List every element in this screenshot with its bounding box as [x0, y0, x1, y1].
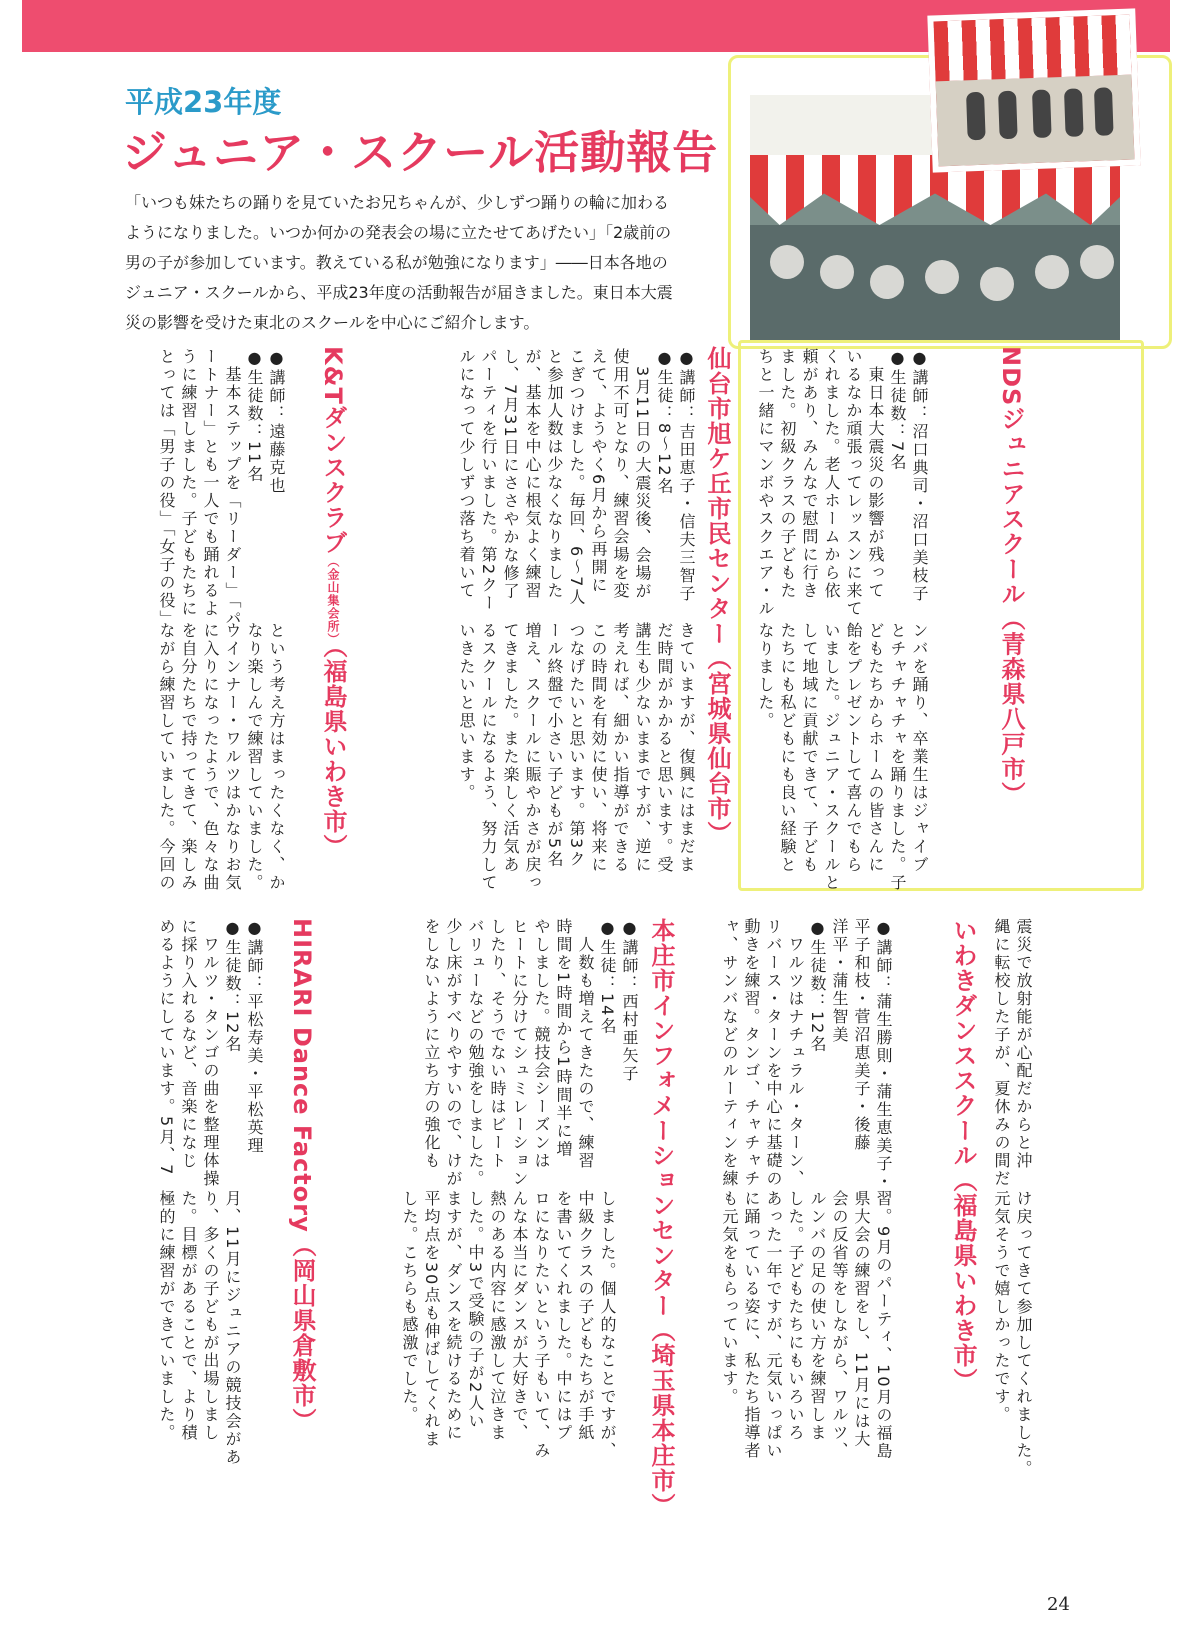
iwaki-continued-top-2: け戻ってきて参加してくれました。 元気そうで嬉しかったです。 [992, 1190, 1033, 1478]
page-number: 24 [1047, 1594, 1070, 1615]
iwaki-body-1: ●講師：蒲生勝則・蒲生恵美子・ 平子和枝・菅沼恵美子・後藤 洋平・蒲生智美 ●生徒数：12名 ワルツはナチュラル・ターン、 リバース・ターンを中心に基礎の 動きを練習。タンゴ、チャチャチ ャ、サンバなどのルーティンを練 [720, 918, 893, 1191]
kt-heading-loc: （福島県いわき市） [319, 645, 347, 859]
intro-paragraph: 「いつも妹たちの踊りを見ていたお兄ちゃんが、少しずつ踊りの輪に加わるようになりました。いつか何かの発表会の場に立たせてあげたい」「2歳前の男の子が参加しています。教えている私が勉強になります」――日本各地のジュニア・スクールから、平成23年度の活動報告が届きました。東日本大震災の影響を受けた東北のスクールを中心にご紹介します。 [125, 193, 673, 332]
kt-body-2: という考え方はまったくなく、か なり楽しんで練習していました。 ウインナー・ワルツはかなりお気 に入りになったようで、色々な曲 を自分たちで持ってきて、楽しみ ながら練習していました。今回の [157, 622, 286, 892]
sendai-heading: 仙台市旭ケ丘市民センター（宮城県仙台市） [703, 346, 731, 846]
hirari-heading: HIRARI Dance Factory（岡山県倉敷市） [288, 918, 316, 1433]
kt-heading [316, 346, 351, 859]
sendai-body-1: ●講師：吉田恵子・信夫三智子 ●生徒：8～12名 3月11日の大震災後、会場が 使用不可となり、練習会場を変 えて、ようやく6月から再開に こぎつけました。毎回、6～7人 と参加人数は少なくなりました が、基本を中心に根気よく練習 し、7月31日にささやかな修了 パーティを行いました。第2クー ルになって少しずつ落ち着いて [457, 348, 696, 613]
iwaki-heading: いわきダンススクール（福島県いわき市） [949, 918, 977, 1393]
page-title: ジュニア・スクール活動報告 [122, 126, 719, 179]
nds-body-1: ●講師：沼口典司・沼口美枝子 ●生徒数：7名 東日本大震災の影響が残って いるなか頑張ってレッスンに来て くれました。老人ホームから依 頼があり、みんなで慰問に行き ました。初級クラスの子どもた ちと一緒にマンボやスクエア・ル [756, 348, 929, 618]
nds-body-2: ンバを踊り、卒業生はジャイブ とチャチャチャを踊りました。子 どもたちからホームの皆さんに 飴をプレゼントして喜んでもら いました。ジュニア・スクールと して地域に貢献できて、子ども たちにも私どもにも良い経験と なりました。 [756, 622, 929, 892]
title-year: 平成23年度 [125, 85, 282, 119]
hirari-body-2: 月、11月にジュニアの競技会があ り、多くの子どもが出場しまし た。目標があることで、より積 極的に練習ができていました。 [157, 1190, 242, 1467]
kt-body-1: ●講師：遠藤克也 ●生徒数：11名 基本ステップを「リーダー」「パ ートナー」とも一人でも踊れるよ うに練習しました。子どもたちに とっては「男子の役」「女子の役」 [157, 348, 286, 628]
iwaki-body-2: 習。9月のパーティ、10月の福島 県大会の練習をし、11月には大 会の反省等をしながら、ワルツ、 ルンバの足の使い方を練習しま した。子どもたちにもいろいろ あった一年ですが、元気いっぱい に踊っている姿に、私たち指導者 も元気をもらっています。 [720, 1190, 893, 1461]
hirari-body-1: ●講師：平松寿美・平松英理 ●生徒数：12名 ワルツ・タンゴの曲を整理体操 に採り入れるなど、音楽になじ めるようにしています。5月、7 [157, 918, 264, 1188]
honjo-body-2: しました。個人的なことですが、 中級クラスの子どもたちが手紙 を書いてくれました。中にはプ ロになりたいという子もいて、み んな本当にダンスが大好きで、 熱のある内容に感激して泣きま した。中3で受験の子が2人い ますが、ダンスを続けるために 平均点を30点も伸ばしてくれま した。こちらも感激でした。 [400, 1190, 617, 1460]
sendai-body-2: きていますが、復興にはまだま だ時間がかかると思います。受 講生も少ないままですが、逆に 考えれば、細かい指導ができる この時間を有効に使い、将来に つなげたいと思います。第3ク ール終盤で小さい子どもが5名 増え、スクールに賑やかさが戻っ てきました。また楽しく活気あ るスクールになるよう、努力して いきたいと思います。 [457, 622, 696, 892]
honjo-heading: 本庄市インフォメーションセンター（埼玉県本庄市） [647, 918, 675, 1518]
nds-heading: NDSジュニアスクール（青森県八戸市） [997, 346, 1025, 807]
kt-heading-sub: （金山集会所） [326, 554, 340, 646]
honjo-body-1: ●講師：西村亜矢子 ●生徒：14名 人数も増えてきたので、練習 時間を1時間から1時間半に増 やしました。競技会シーズンは ヒートに分けてシュミレーション したり、そうでない時はビート バリューなどの勉強をしました。 少し床がすべりやすいので、けが をしないように立ち方の強化も [422, 918, 639, 1188]
kt-heading-name: K&Tダンスクラブ [319, 346, 347, 555]
iwaki-continued-top: 震災で放射能が心配だからと沖 縄に転校した子が、夏休みの間だ [992, 918, 1033, 1188]
children-dance-photo [927, 8, 1140, 172]
